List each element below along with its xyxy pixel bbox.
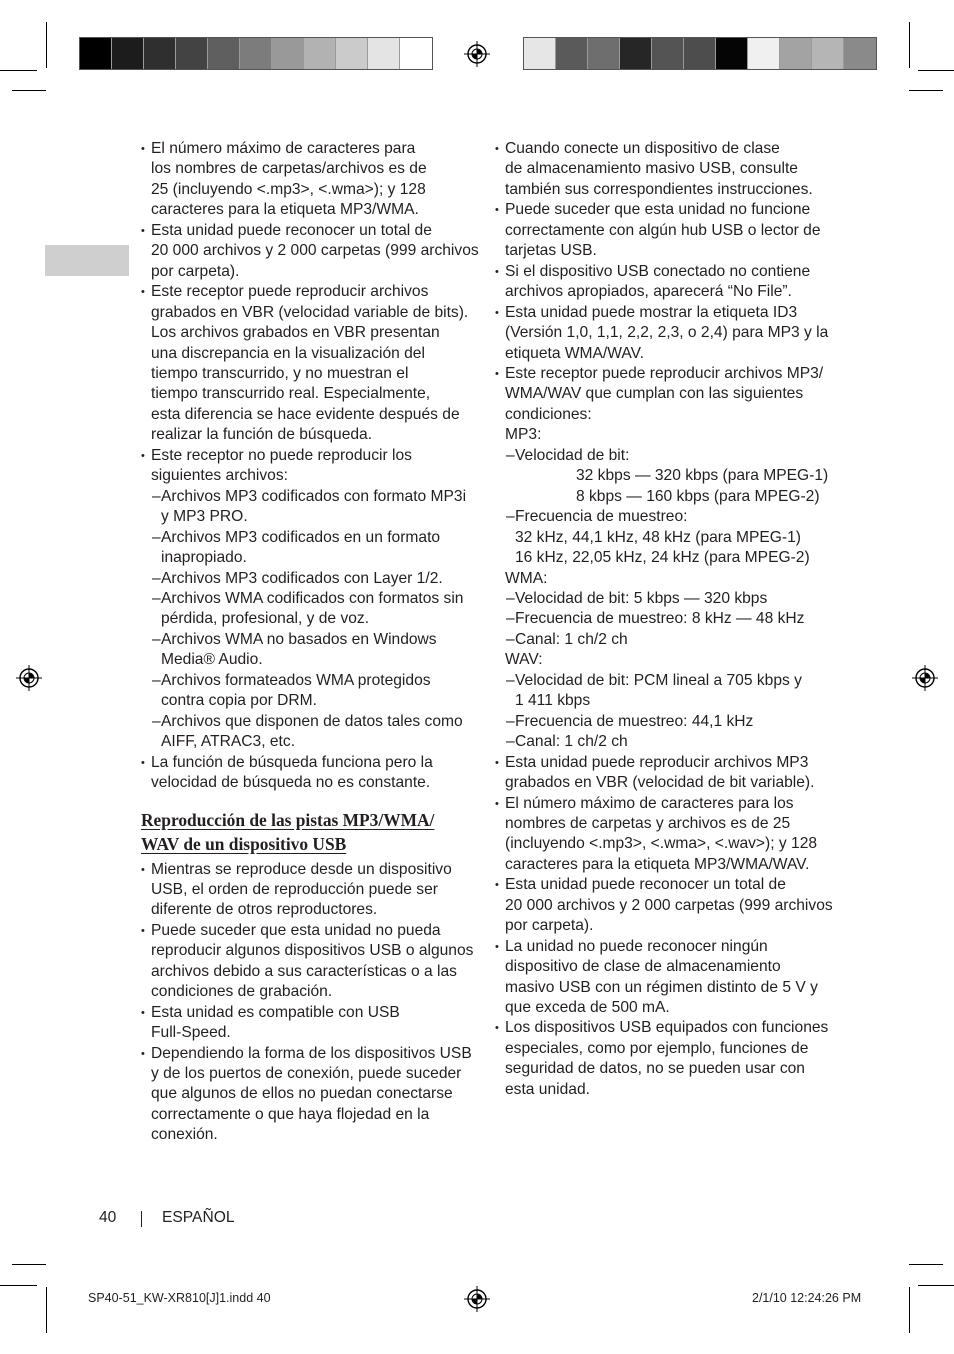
dash-marker: – xyxy=(152,528,161,546)
line-text: Este receptor no puede reproducir los xyxy=(151,446,412,464)
line-text: Canal: 1 ch/2 ch xyxy=(515,733,628,751)
text-line xyxy=(495,384,827,404)
bullet-line xyxy=(495,753,827,773)
dash-line xyxy=(495,732,827,752)
line-text: La función de búsqueda funciona pero la xyxy=(151,753,433,771)
bullet-line xyxy=(495,364,827,384)
dash-marker: – xyxy=(506,712,515,730)
color-swatch xyxy=(812,38,844,69)
line-text: Media® Audio. xyxy=(161,651,263,669)
text-line xyxy=(141,691,473,711)
line-text: contra copia por DRM. xyxy=(161,692,317,710)
text-line xyxy=(495,180,827,200)
registration-mark-icon xyxy=(16,665,42,691)
text-line xyxy=(141,1084,473,1104)
text-line xyxy=(495,159,827,179)
text-line xyxy=(141,773,473,793)
line-text: Archivos MP3 codificados con formato MP3i xyxy=(161,487,467,505)
text-line xyxy=(495,814,827,834)
color-swatch xyxy=(748,38,780,69)
text-line xyxy=(495,241,827,261)
right-column xyxy=(495,139,833,1100)
line-text: WAV: xyxy=(505,651,543,669)
color-swatch xyxy=(400,38,432,69)
line-text: grabados en VBR (velocidad variable de bits). xyxy=(151,303,469,321)
text-line xyxy=(495,978,827,998)
line-text: masivo USB con un régimen distinto de 5 V y xyxy=(505,978,818,996)
text-line xyxy=(141,405,473,425)
dash-line xyxy=(495,712,827,732)
dash-line xyxy=(141,569,473,589)
left-column xyxy=(141,139,479,1146)
text-line xyxy=(495,1039,827,1059)
language-tab xyxy=(45,245,129,276)
dash-line xyxy=(495,671,827,691)
line-text: Los archivos grabados en VBR presentan xyxy=(151,324,440,342)
line-text: seguridad de datos, no se pueden usar con xyxy=(505,1060,805,1078)
line-text: Esta unidad es compatible con USB xyxy=(151,1003,400,1021)
line-text: diferente de otros reproductores. xyxy=(151,901,378,919)
line-text: etiqueta WMA/WAV. xyxy=(505,344,644,362)
dash-marker: – xyxy=(506,589,515,607)
dash-line xyxy=(495,589,827,609)
line-text: Frecuencia de muestreo: xyxy=(515,508,688,526)
line-text: reproducir algunos dispositivos USB o algunos xyxy=(151,942,474,960)
footer-divider xyxy=(141,1211,142,1227)
text-line xyxy=(495,834,827,854)
dash-line xyxy=(141,487,473,507)
left-text-block xyxy=(141,139,479,794)
dash-marker: – xyxy=(152,630,161,648)
dash-line xyxy=(141,630,473,650)
color-swatch xyxy=(588,38,620,69)
line-text: archivos apropiados, aparecerá “No File”. xyxy=(505,283,792,301)
line-text: tarjetas USB. xyxy=(505,242,597,260)
color-swatch xyxy=(272,38,304,69)
line-text: caracteres para la etiqueta MP3/WMA. xyxy=(151,201,419,219)
line-text: grabados en VBR (velocidad de bit variable). xyxy=(505,774,815,792)
text-line xyxy=(495,548,827,568)
text-line xyxy=(141,941,473,961)
line-text: Frecuencia de muestreo: 8 kHz — 48 kHz xyxy=(515,610,805,628)
line-text: Archivos MP3 codificados en un formato xyxy=(161,528,441,546)
line-text: Esta unidad puede mostrar la etiqueta ID3 xyxy=(505,303,798,321)
line-text: USB, el orden de reproducción puede ser xyxy=(151,880,438,898)
bullet-line xyxy=(495,1018,827,1038)
line-text: de almacenamiento masivo USB, consulte xyxy=(505,160,798,178)
bullet-line xyxy=(141,139,473,159)
bullet-line xyxy=(141,282,473,302)
dash-marker: – xyxy=(506,446,515,464)
line-text: tiempo transcurrido real. Especialmente, xyxy=(151,385,431,403)
line-text: Velocidad de bit: PCM lineal a 705 kbps y xyxy=(515,671,802,689)
dash-marker: – xyxy=(152,569,161,587)
text-line xyxy=(141,982,473,1002)
line-text: Velocidad de bit: 5 kbps — 320 kbps xyxy=(515,589,768,607)
dash-line xyxy=(495,446,827,466)
dash-line xyxy=(141,589,473,609)
dash-marker: – xyxy=(152,487,161,505)
text-line xyxy=(141,159,473,179)
text-line xyxy=(495,998,827,1018)
text-line xyxy=(141,1105,473,1125)
color-swatch xyxy=(368,38,400,69)
line-text: 20 000 archivos y 2 000 carpetas (999 archivos xyxy=(151,242,479,260)
text-line xyxy=(141,262,473,282)
line-text: correctamente con algún hub USB o lector de xyxy=(505,221,821,239)
line-text: 25 (incluyendo <.mp3>, <.wma>); y 128 xyxy=(151,180,426,198)
text-line xyxy=(495,221,827,241)
color-bar-left xyxy=(79,37,433,70)
line-text: Cuando conecte un dispositivo de clase xyxy=(505,140,780,157)
dash-marker: – xyxy=(506,610,515,628)
line-text: también sus correspondientes instrucciones. xyxy=(505,180,813,198)
text-line xyxy=(495,650,827,670)
text-line xyxy=(141,650,473,670)
text-line xyxy=(495,916,827,936)
text-line xyxy=(141,1125,473,1145)
color-swatch xyxy=(144,38,176,69)
line-text: 8 kbps — 160 kbps (para MPEG-2) xyxy=(576,487,820,505)
line-text: condiciones de grabación. xyxy=(151,983,333,1001)
text-line xyxy=(141,384,473,404)
line-text: Esta unidad puede reconocer un total de xyxy=(505,876,786,894)
text-line xyxy=(141,1023,473,1043)
color-swatch xyxy=(716,38,748,69)
registration-mark-icon xyxy=(464,1286,490,1312)
color-swatch xyxy=(336,38,368,69)
text-line xyxy=(141,880,473,900)
text-line xyxy=(141,344,473,364)
color-swatch xyxy=(780,38,812,69)
dash-line xyxy=(141,671,473,691)
text-line xyxy=(141,507,473,527)
bullet-line xyxy=(495,875,827,895)
text-line xyxy=(495,425,827,445)
bullet-line xyxy=(141,446,473,466)
line-text: AIFF, ATRAC3, etc. xyxy=(161,733,296,751)
dash-line xyxy=(141,712,473,732)
line-text: inapropiado. xyxy=(161,549,247,567)
text-line xyxy=(495,773,827,793)
line-text: Esta unidad puede reproducir archivos MP3 xyxy=(505,753,809,771)
text-line xyxy=(141,303,473,323)
text-line xyxy=(141,364,473,384)
text-line xyxy=(141,962,473,982)
bullet-line xyxy=(141,1044,473,1064)
line-text: El número máximo de caracteres para xyxy=(151,140,416,157)
bullet-line xyxy=(141,860,473,880)
line-text: La unidad no puede reconocer ningún xyxy=(505,937,768,955)
line-text: Esta unidad puede reconocer un total de xyxy=(151,221,432,239)
line-text: Archivos WMA no basados en Windows xyxy=(161,630,437,648)
registration-mark-icon xyxy=(912,665,938,691)
line-text: Frecuencia de muestreo: 44,1 kHz xyxy=(515,712,754,730)
bullet-line xyxy=(141,921,473,941)
line-text: Si el dispositivo USB conectado no contiene xyxy=(505,262,811,280)
line-text: correctamente o que haya flojedad en la xyxy=(151,1105,430,1123)
color-swatch xyxy=(652,38,684,69)
line-text: archivos debido a sus características o a las xyxy=(151,962,457,980)
line-text: (incluyendo <.mp3>, <.wma>, <.wav>); y 128 xyxy=(505,835,818,853)
color-swatch xyxy=(684,38,716,69)
line-text: Canal: 1 ch/2 ch xyxy=(515,630,628,648)
color-swatch xyxy=(80,38,112,69)
line-text: nombres de carpetas y archivos es de 25 xyxy=(505,814,791,832)
text-line xyxy=(141,1064,473,1084)
text-line xyxy=(141,200,473,220)
dash-line xyxy=(495,609,827,629)
color-swatch xyxy=(556,38,588,69)
color-swatch xyxy=(620,38,652,69)
line-text: conexión. xyxy=(151,1126,218,1144)
bullet-line xyxy=(495,794,827,814)
line-text: que algunos de ellos no puedan conectarse xyxy=(151,1085,453,1103)
text-line xyxy=(495,569,827,589)
line-text: por carpeta). xyxy=(151,262,240,280)
dash-marker: – xyxy=(506,671,515,689)
line-text: condiciones: xyxy=(505,405,592,423)
line-text: El número máximo de caracteres para los xyxy=(505,794,794,812)
line-text: especiales, como por ejemplo, funciones de xyxy=(505,1039,809,1057)
line-text: Este receptor puede reproducir archivos MP3/ xyxy=(505,364,824,382)
dash-marker: – xyxy=(152,589,161,607)
line-text: velocidad de búsqueda no es constante. xyxy=(151,774,431,792)
line-text: WMA/WAV que cumplan con las siguientes xyxy=(505,385,804,403)
line-text: Mientras se reproduce desde un dispositivo xyxy=(151,860,452,878)
text-line xyxy=(495,957,827,977)
text-line xyxy=(141,732,473,752)
text-line xyxy=(141,900,473,920)
text-line xyxy=(495,691,827,711)
line-text: siguientes archivos: xyxy=(151,467,288,485)
line-text: esta diferencia se hace evidente después de xyxy=(151,405,460,423)
text-line xyxy=(495,405,827,425)
line-text: Dependiendo la forma de los dispositivos USB xyxy=(151,1044,472,1062)
dash-marker: – xyxy=(506,733,515,751)
print-slug-file: SP40-51_KW-XR810[J]1.indd 40 xyxy=(88,1291,271,1305)
line-text: MP3: xyxy=(505,426,542,444)
left-text-block xyxy=(141,860,473,1146)
bullet-line xyxy=(495,303,827,323)
line-text: 20 000 archivos y 2 000 carpetas (999 archivos xyxy=(505,896,833,914)
text-line xyxy=(141,425,473,445)
footer-language: ESPAÑOL xyxy=(162,1209,235,1226)
line-text: pérdida, profesional, y de voz. xyxy=(161,610,370,628)
line-text: caracteres para la etiqueta MP3/WMA/WAV. xyxy=(505,855,810,873)
line-text: Puede suceder que esta unidad no pueda xyxy=(151,921,441,939)
color-swatch xyxy=(240,38,272,69)
bullet-line xyxy=(495,139,827,159)
line-text: 1 411 kbps xyxy=(515,692,591,710)
bullet-line xyxy=(495,937,827,957)
line-text: tiempo transcurrido, y no muestran el xyxy=(151,364,409,382)
page-number: 40 xyxy=(99,1209,117,1226)
line-text: Full-Speed. xyxy=(151,1024,231,1042)
line-text: Velocidad de bit: xyxy=(515,446,630,464)
line-text: 32 kbps — 320 kbps (para MPEG-1) xyxy=(576,467,829,485)
line-text: Los dispositivos USB equipados con funciones xyxy=(505,1019,829,1037)
text-line xyxy=(495,1080,827,1100)
dash-marker: – xyxy=(506,508,515,526)
line-text: realizar la función de búsqueda. xyxy=(151,426,373,444)
line-text: Archivos formateados WMA protegidos xyxy=(161,671,431,689)
dash-line xyxy=(495,630,827,650)
line-text: esta unidad. xyxy=(505,1080,590,1098)
print-slug-date: 2/1/10 12:24:26 PM xyxy=(752,1291,862,1305)
color-swatch xyxy=(176,38,208,69)
line-text: (Versión 1,0, 1,1, 2,2, 2,3, o 2,4) para MP3 y la xyxy=(505,324,829,342)
line-text: una discrepancia en la visualización del xyxy=(151,344,425,362)
text-line xyxy=(141,609,473,629)
color-bar-right xyxy=(523,37,877,70)
line-text: los nombres de carpetas/archivos es de xyxy=(151,160,427,178)
line-text: Este receptor puede reproducir archivos xyxy=(151,283,429,301)
line-text: Puede suceder que esta unidad no funcione xyxy=(505,201,811,219)
bullet-line xyxy=(495,262,827,282)
line-text: por carpeta). xyxy=(505,917,594,935)
line-text: 32 kHz, 44,1 kHz, 48 kHz (para MPEG-1) xyxy=(515,528,801,546)
text-line xyxy=(495,466,827,486)
line-text: dispositivo de clase de almacenamiento xyxy=(505,958,781,976)
text-line xyxy=(495,896,833,916)
color-swatch xyxy=(112,38,144,69)
bullet-line xyxy=(141,221,473,241)
dash-marker: – xyxy=(506,630,515,648)
text-line xyxy=(141,466,473,486)
color-swatch xyxy=(304,38,336,69)
color-swatch xyxy=(208,38,240,69)
text-line xyxy=(495,344,827,364)
bullet-line xyxy=(141,1003,473,1023)
dash-marker: – xyxy=(152,671,161,689)
line-text: WMA: xyxy=(505,569,548,587)
section-title: Reproducción de las pistas MP3/WMA/ WAV de un dispositivo USB xyxy=(141,809,435,854)
line-text: y MP3 PRO. xyxy=(161,508,248,526)
dash-marker: – xyxy=(152,712,161,730)
line-text: Archivos que disponen de datos tales como xyxy=(161,712,463,730)
line-text: que exceda de 500 mA. xyxy=(505,999,670,1017)
bullet-line xyxy=(141,753,473,773)
bullet-line xyxy=(495,200,827,220)
text-line xyxy=(141,180,473,200)
text-line xyxy=(495,282,827,302)
line-text: y de los puertos de conexión, puede suceder xyxy=(151,1065,462,1083)
registration-mark-icon xyxy=(464,41,490,67)
line-text: 16 kHz, 22,05 kHz, 24 kHz (para MPEG-2) xyxy=(515,549,810,567)
text-line xyxy=(495,855,827,875)
line-text: Archivos MP3 codificados con Layer 1/2. xyxy=(161,569,443,587)
text-line xyxy=(141,241,479,261)
text-line xyxy=(495,323,827,343)
text-line xyxy=(495,1059,827,1079)
text-line xyxy=(141,323,473,343)
color-swatch xyxy=(844,38,876,69)
line-text: Archivos WMA codificados con formatos sin xyxy=(161,589,464,607)
dash-line xyxy=(141,528,473,548)
text-line xyxy=(141,548,473,568)
text-line xyxy=(495,487,827,507)
color-swatch xyxy=(524,38,556,69)
text-line xyxy=(495,528,827,548)
dash-line xyxy=(495,507,827,527)
